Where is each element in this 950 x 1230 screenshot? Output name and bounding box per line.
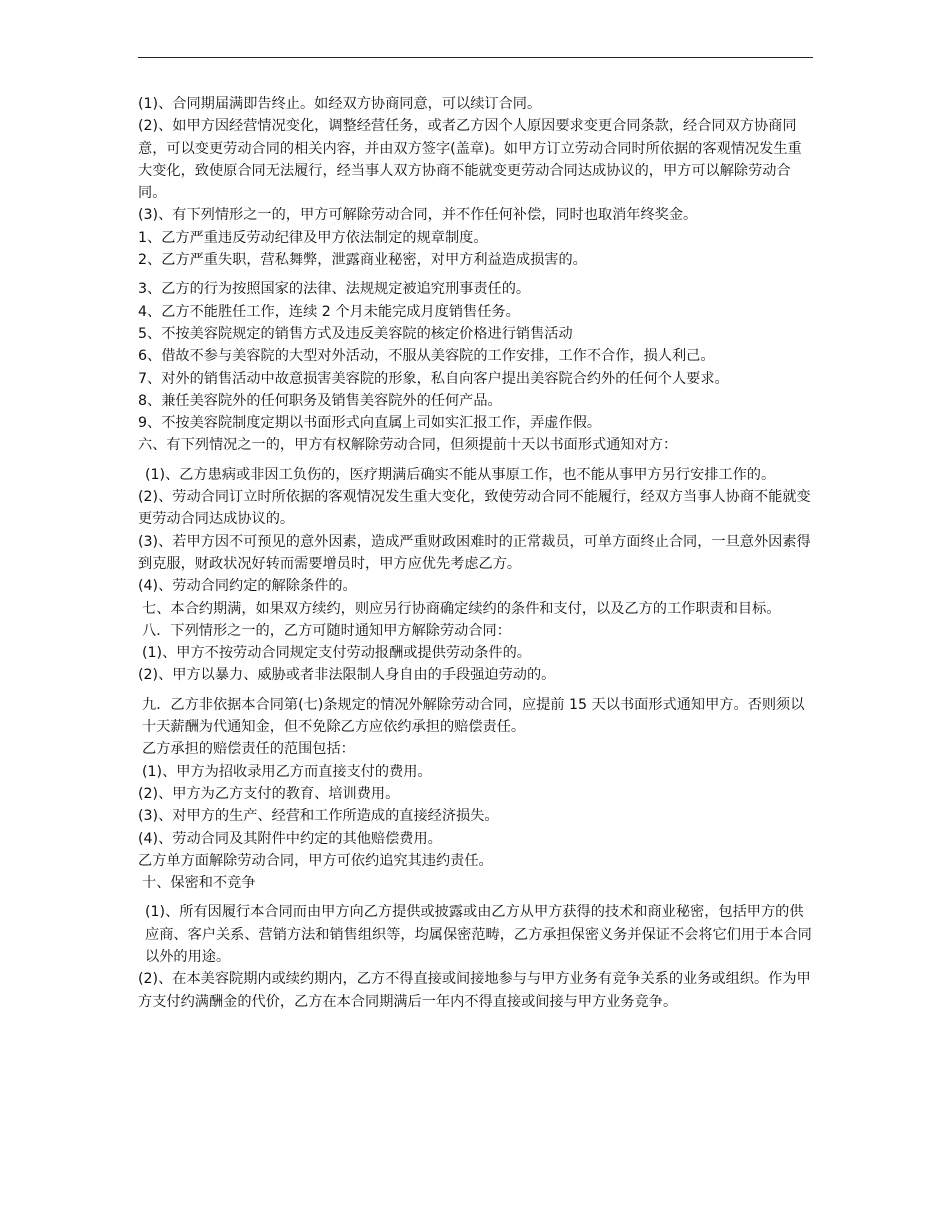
contract-paragraph: 乙方单方面解除劳动合同，甲方可依约追究其违约责任。 <box>138 852 493 869</box>
contract-paragraph: 4、乙方不能胜任工作，连续 2 个月未能完成月度销售任务。 <box>138 303 520 320</box>
contract-paragraph: 2、乙方严重失职，营私舞弊，泄露商业秘密，对甲方利益造成损害的。 <box>138 252 587 269</box>
contract-paragraph: 乙方承担的赔偿责任的范围包括： <box>142 741 355 758</box>
contract-paragraph: (1)、甲方不按劳动合同规定支付劳动报酬或提供劳动条件的。 <box>142 645 531 662</box>
contract-paragraph: 7、对外的销售活动中故意损害美容院的形象，私自向客户提出美容院合约外的任何个人要求。 <box>138 370 729 387</box>
contract-paragraph: (1)、甲方为招收录用乙方而直接支付的费用。 <box>142 763 432 780</box>
contract-paragraph: (1)、所有因履行本合同而由甲方向乙方提供或披露或由乙方从甲方获得的技术和商业秘密，包括甲方的供应商、客户关系、营销方法和销售组织等，均属保密范畴，乙方承担保密义务并保证不会将它们用于本合同以外的用途。 <box>145 904 812 965</box>
contract-paragraph: 8、兼任美容院外的任何职务及销售美容院外的任何产品。 <box>138 392 502 409</box>
contract-paragraph: (2)、如甲方因经营情况变化，调整经营任务，或者乙方因个人原因要求变更合同条款，经合同双方协商同意，可以变更劳动合同的相关内容，并由双方签字(盖章)。如甲方订立劳动合同时所依据的客观情况发生重大变化，致使原合同无法履行，经当事人双方协商不能就变更劳动合同达成协议的，甲方可以解除劳动合同。 <box>138 118 802 202</box>
contract-paragraph: (1)、合同期届满即告终止。如经双方协商同意，可以续订合同。 <box>138 96 542 112</box>
contract-paragraph: 九．乙方非依据本合同第(七)条规定的情况外解除劳动合同，应提前 15 天以书面形式通知甲方。否则须以十天薪酬为代通知金，但不免除乙方应依约承担的赔偿责任。 <box>142 696 805 736</box>
contract-paragraph: (4)、劳动合同约定的解除条件的。 <box>138 578 357 595</box>
contract-paragraph: (1)、乙方患病或非因工负伤的，医疗期满后确实不能从事原工作，也不能从事甲方另行安排工作的。 <box>145 466 776 483</box>
contract-paragraph: (4)、劳动合同及其附件中约定的其他赔偿费用。 <box>138 830 442 847</box>
header-rule <box>138 57 813 58</box>
contract-paragraph: 十、保密和不竞争 <box>142 875 256 892</box>
contract-paragraph: (2)、劳动合同订立时所依据的客观情况发生重大变化，致使劳动合同不能履行，经双方当事人协商不能就变更劳动合同达成协议的。 <box>138 489 811 528</box>
contract-paragraph: (2)、甲方以暴力、威胁或者非法限制人身自由的手段强迫劳动的。 <box>138 667 556 684</box>
contract-paragraph: 六、有下列情况之一的，甲方有权解除劳动合同，但须提前十天以书面形式通知对方： <box>138 437 678 454</box>
contract-paragraph: (3)、对甲方的生产、经营和工作所造成的直接经济损失。 <box>138 808 499 825</box>
contract-paragraph: 七、本合约期满，如果双方续约，则应另行协商确定续约的条件和支付，以及乙方的工作职责和目标。 <box>142 600 781 617</box>
contract-paragraph: 6、借故不参与美容院的大型对外活动，不服从美容院的工作安排，工作不合作，损人利己。 <box>138 348 715 365</box>
contract-paragraph: (3)、若甲方因不可预见的意外因素，造成严重财政困难时的正常裁员，可单方面终止合同，一旦意外因素得到克服，财政状况好转而需要增员时，甲方应优先考虑乙方。 <box>138 533 811 572</box>
contract-paragraph: 1、乙方严重违反劳动纪律及甲方依法制定的规章制度。 <box>138 229 488 246</box>
contract-paragraph: 八．下列情形之一的，乙方可随时通知甲方解除劳动合同： <box>142 622 511 639</box>
contract-paragraph: 9、不按美容院制度定期以书面形式向直属上司如实汇报工作，弄虚作假。 <box>138 415 602 432</box>
contract-paragraph: 3、乙方的行为按照国家的法律、法规规定被追究刑事责任的。 <box>138 281 531 298</box>
contract-paragraph: (2)、甲方为乙方支付的教育、培训费用。 <box>138 785 400 802</box>
contract-body <box>138 93 814 1013</box>
contract-paragraph: (3)、有下列情形之一的，甲方可解除劳动合同，并不作任何补偿，同时也取消年终奖金。 <box>138 207 698 224</box>
contract-paragraph: 5、不按美容院规定的销售方式及违反美容院的核定价格进行销售活动 <box>138 325 573 342</box>
contract-paragraph: (2)、在本美容院期内或续约期内，乙方不得直接或间接地参与与甲方业务有竞争关系的业务或组织。作为甲方支付约满酬金的代价，乙方在本合同期满后一年内不得直接或间接与甲方业务竞争。 <box>138 971 811 1010</box>
